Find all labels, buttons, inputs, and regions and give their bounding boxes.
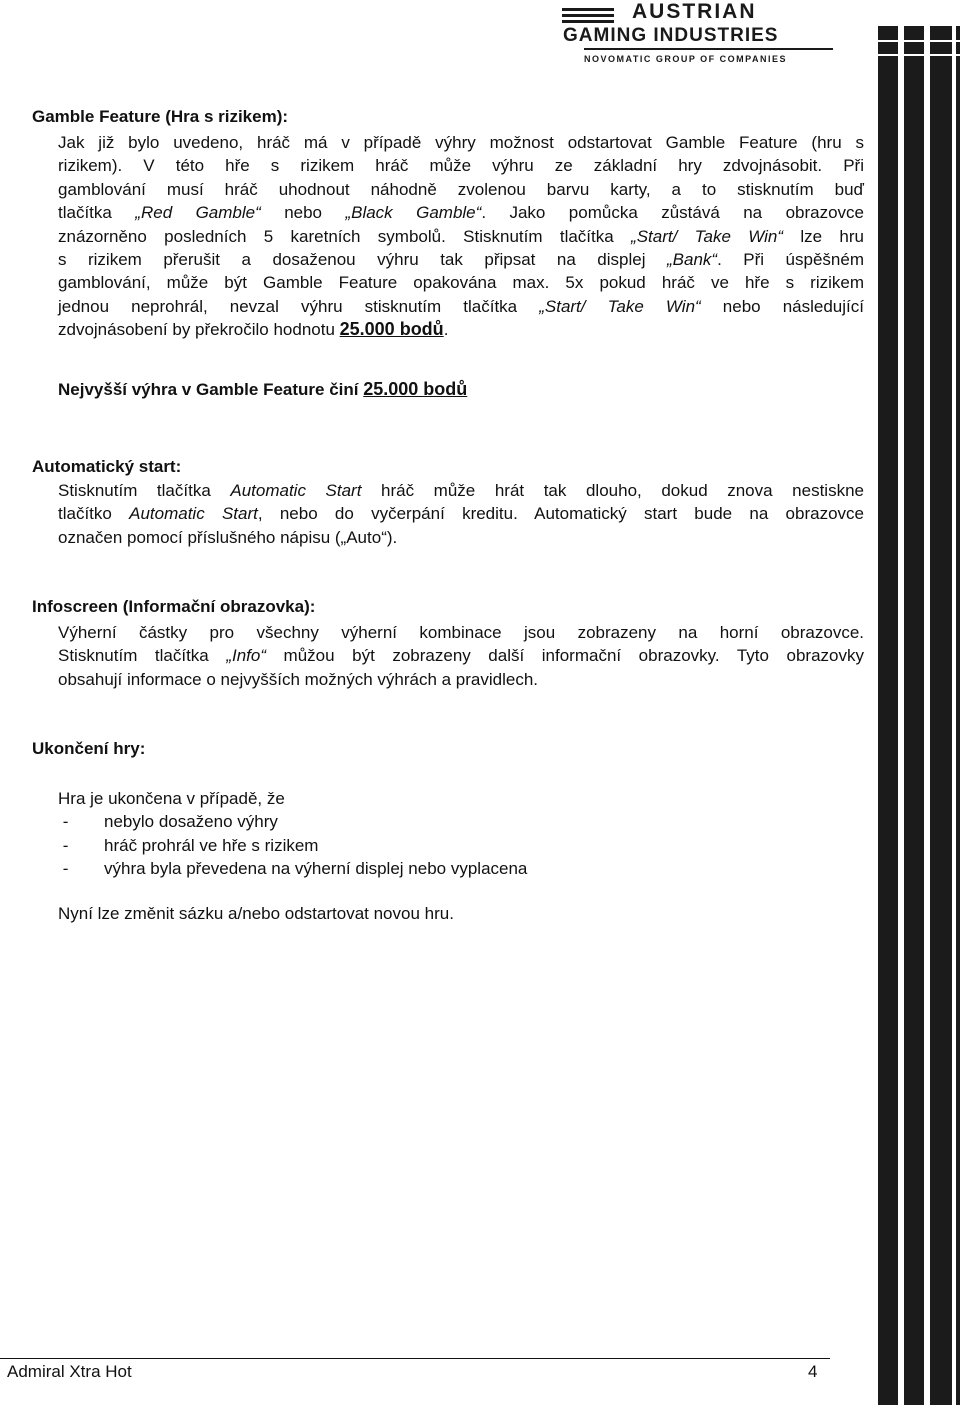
end-heading: Ukončení hry: xyxy=(32,739,146,758)
text-segment: nebo následující xyxy=(700,296,864,316)
text-line xyxy=(58,318,864,341)
info-label: „Info“ xyxy=(226,646,266,666)
start-take-win-label: „Start/ Take Win“ xyxy=(631,226,784,246)
end-intro: Hra je ukončena v případě, že xyxy=(58,789,285,808)
logo-text-novomatic: NOVOMATIC GROUP OF COMPANIES xyxy=(584,54,788,64)
autostart-heading: Automatický start: xyxy=(32,457,182,476)
text-line: Nyní lze změnit sázku a/nebo odstartovat novou hru. xyxy=(58,904,454,923)
end-list xyxy=(58,787,527,881)
infoscreen-paragraph xyxy=(58,621,864,691)
footer-rule xyxy=(0,1358,830,1359)
highest-win-value: 25.000 bodů xyxy=(363,379,468,399)
logo-text-gaming-industries: GAMING INDUSTRIES xyxy=(563,25,779,46)
text-line: obsahují informace o nejvyšších možných výhrách a pravidlech. xyxy=(58,669,539,689)
text-segment: . Jako pomůcka zůstává na obrazovce xyxy=(481,203,865,223)
list-item: - výhra byla převedena na výherní displej nebo vyplacena xyxy=(58,859,528,879)
text-segment: . xyxy=(443,320,449,340)
text-line: Jak již bylo uvedeno, hráč má v případě výhry možnost odstartovat Gamble Feature (hru s xyxy=(58,133,864,152)
text-line: rizikem). V této hře s rizikem hráč může výhru ze základní hry zdvojnásobit. Při xyxy=(58,156,864,176)
text-segment: nebo xyxy=(260,203,346,223)
start-take-win-label: „Start/ Take Win“ xyxy=(539,296,701,316)
highest-win-text: Nejvyšší výhra v Gamble Feature činí xyxy=(58,380,364,399)
gamble-paragraph xyxy=(58,131,864,342)
company-logo xyxy=(562,2,837,68)
text-line xyxy=(58,502,864,525)
text-segment: znázorněno posledních 5 karetních symbolů. Stisknutím tlačítka xyxy=(58,226,632,246)
decorative-side-bars xyxy=(878,26,960,1405)
autostart-paragraph xyxy=(58,479,864,549)
list-item-text: výhra byla převedena na výherní displej nebo vyplacena xyxy=(104,859,528,879)
text-line xyxy=(58,295,864,318)
automatic-start-label: Automatic Start xyxy=(230,481,362,500)
max-value: 25.000 bodů xyxy=(339,319,444,340)
text-line: gamblování musí hráč uhodnout náhodně zvolenou barvu karty, a to stisknutím buď xyxy=(58,179,864,199)
infoscreen-heading: Infoscreen (Informační obrazovka): xyxy=(32,597,316,616)
text-segment: lze hru xyxy=(783,226,865,246)
list-item-text: nebylo dosaženo výhry xyxy=(104,812,278,832)
text-segment: . Při úspěšném xyxy=(717,249,864,269)
text-line xyxy=(58,479,864,502)
text-segment: , nebo do vyčerpání kreditu. Automatický start bude na obrazovce xyxy=(257,504,864,524)
page-number: 4 xyxy=(808,1362,818,1381)
text-segment: Stisknutím tlačítka xyxy=(58,481,231,500)
text-segment: Stisknutím tlačítka xyxy=(58,646,227,666)
footer-title: Admiral Xtra Hot xyxy=(7,1362,132,1381)
text-segment: tlačítka xyxy=(58,203,136,223)
gamble-heading: Gamble Feature (Hra s rizikem): xyxy=(32,107,289,126)
logo-lines-icon xyxy=(562,8,614,26)
text-segment: jednou neprohrál, nevzal výhru stisknutím tlačítka xyxy=(58,296,540,316)
list-item-text: hráč prohrál ve hře s rizikem xyxy=(104,835,319,855)
text-line: gamblování, může být Gamble Feature opakována max. 5x pokud hráč ve hře s rizikem xyxy=(58,273,864,293)
text-line xyxy=(58,201,864,224)
red-gamble-label: „Red Gamble“ xyxy=(135,203,261,223)
text-segment: hráč může hrát tak dlouho, dokud znova nestiskne xyxy=(361,481,864,500)
text-line: označen pomocí příslušného nápisu („Auto“). xyxy=(58,527,398,547)
bank-label: „Bank“ xyxy=(666,249,718,269)
list-item: - nebylo dosaženo výhry xyxy=(58,812,278,832)
text-line: Výherní částky pro všechny výherní kombinace jsou zobrazeny na horní obrazovce. xyxy=(58,623,864,642)
text-line xyxy=(58,644,864,667)
list-item: - hráč prohrál ve hře s rizikem xyxy=(58,835,319,855)
logo-rule xyxy=(584,48,833,50)
black-gamble-label: „Black Gamble“ xyxy=(345,203,482,223)
highest-win-line xyxy=(58,379,467,400)
end-outro xyxy=(58,902,864,925)
logo-text-austrian: AUSTRIAN xyxy=(632,0,757,23)
text-segment: zdvojnásobení by překročilo hodnotu xyxy=(58,320,340,340)
text-segment: tlačítko xyxy=(58,504,130,524)
text-line xyxy=(58,225,864,248)
text-segment: můžou být zobrazeny další informační obrazovky. Tyto obrazovky xyxy=(266,646,864,666)
text-line xyxy=(58,248,864,271)
automatic-start-label: Automatic Start xyxy=(129,504,258,524)
text-segment: s rizikem přerušit a dosaženou výhru tak připsat na displej xyxy=(58,249,667,269)
